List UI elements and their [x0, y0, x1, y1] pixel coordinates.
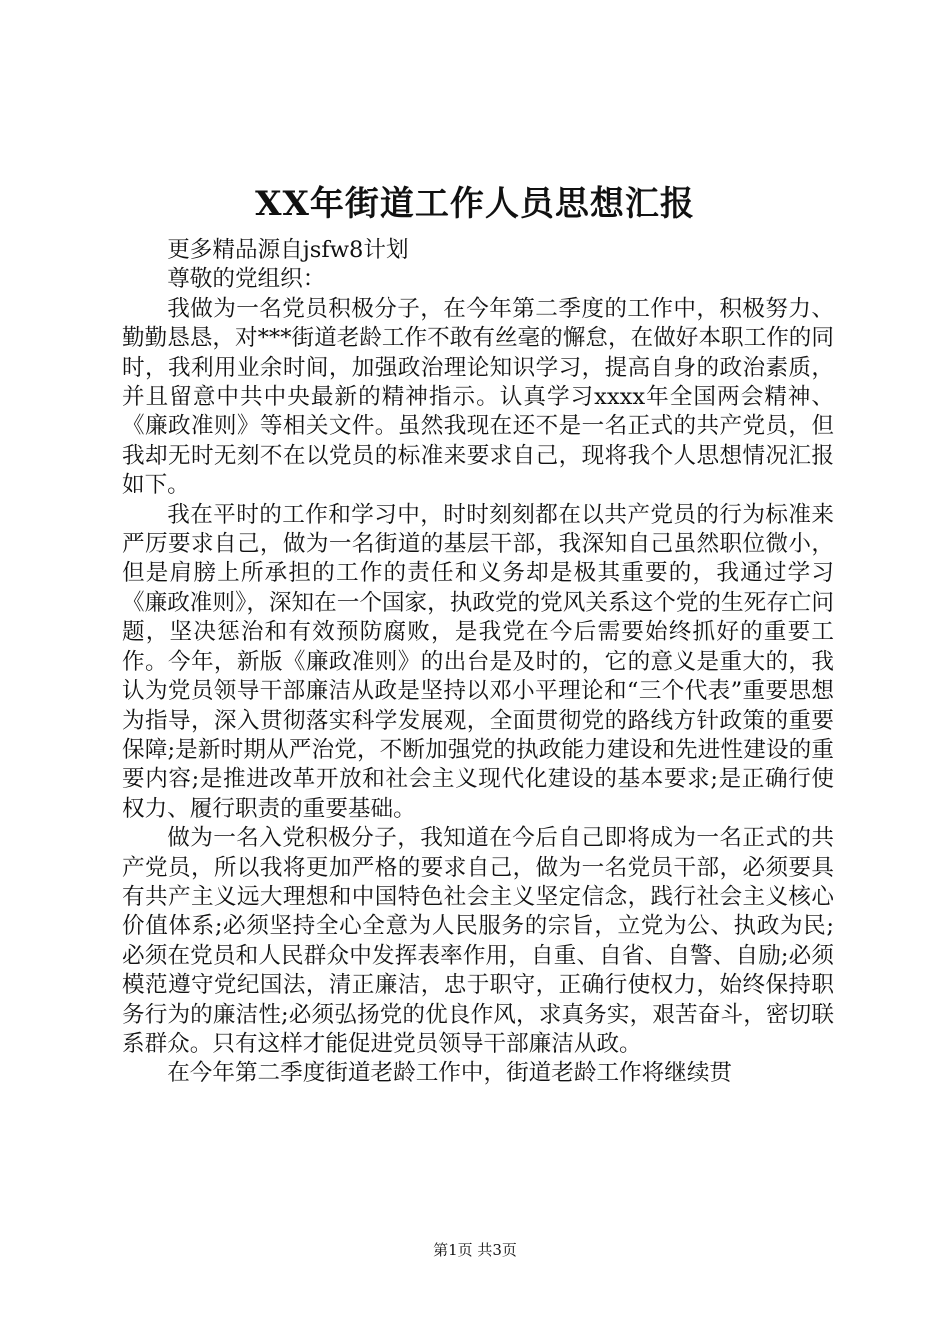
salutation: 尊敬的党组织：: [167, 266, 326, 293]
paragraph: 我做为一名党员积极分子，在今年第二季度的工作中，积极努力、勤勤恳恳，对***街道老龄工作不敢有丝毫的懈怠，在做好本职工作的同时，我利用业余时间，加强政治理论知识学习，提高自身的政治素质，并且留意中共中央最新的精神指示。认真学习xxxx年全国两会精神、《廉政准则》等相关文件。虽然我现在还不是一名正式的共产党员，但我却无时无刻不在以党员的标准来要求自己，现将我个人思想情况汇报如下。: [122, 295, 834, 499]
paragraph: 我在平时的工作和学习中，时时刻刻都在以共产党员的行为标准来严厉要求自己，做为一名街道的基层干部，我深知自己虽然职位微小，但是肩膀上所承担的工作的责任和义务却是极其重要的，我通过学习《廉政准则》，深知在一个国家，执政党的党风关系这个党的生死存亡问题，坚决惩治和有效预防腐败，是我党在今后需要始终抓好的重要工作。今年，新版《廉政准则》的出台是及时的，它的意义是重大的，我认为党员领导干部廉洁从政是坚持以邓小平理论和“三个代表”重要思想为指导，深入贯彻落实科学发展观，全面贯彻党的路线方针政策的重要保障;是新时期从严治党，不断加强党的执政能力建设和先进性建设的重要内容;是推进改革开放和社会主义现代化建设的基本要求;是正确行使权力、履行职责的重要基础。: [122, 501, 834, 822]
document-title: XX年街道工作人员思想汇报: [255, 184, 695, 224]
source-note: 更多精品源自jsfw8计划: [167, 237, 409, 263]
document-body: [122, 236, 834, 1089]
page-number-footer: 第1页 共3页: [433, 1241, 517, 1259]
paragraph: 做为一名入党积极分子，我知道在今后自己即将成为一名正式的共产党员，所以我将更加严格的要求自己，做为一名党员干部，必须要具有共产主义远大理想和中国特色社会主义坚定信念，践行社会主义核心价值体系;必须坚持全心全意为人民服务的宗旨，立党为公、执政为民;必须在党员和人民群众中发挥表率作用，自重、自省、自警、自励;必须模范遵守党纪国法，清正廉洁，忠于职守，正确行使权力，始终保持职务行为的廉洁性;必须弘扬党的优良作风，求真务实，艰苦奋斗，密切联系群众。只有这样才能促进党员领导干部廉洁从政。: [122, 825, 834, 1057]
paragraph: 在今年第二季度街道老龄工作中，街道老龄工作将继续贯: [167, 1060, 733, 1087]
